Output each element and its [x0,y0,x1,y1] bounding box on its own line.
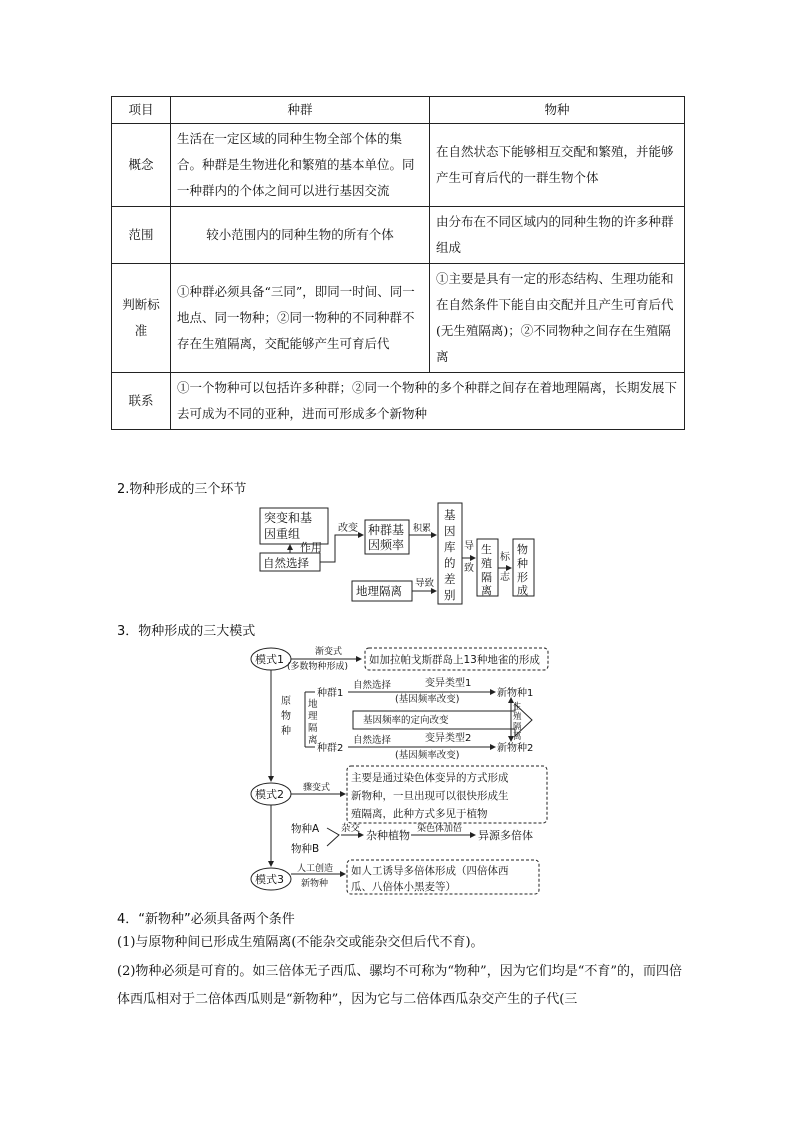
pool-char: 因 [444,524,456,538]
pool-char: 差 [444,572,456,586]
artificial-label: 人工创造 [297,864,334,874]
example2-line: 主要是通过染色体变异的方式形成 [351,772,509,784]
geo-char: 地 [308,699,318,710]
speciesA-label: 物种A [291,823,320,835]
mode3-label: 模式3 [255,873,284,886]
three-modes-diagram [245,642,555,896]
cross-label: 杂交 [341,823,361,834]
cell-species: 在自然状态下能够相互交配和繁殖，并能够产生可育后代的一群生物个体 [430,124,685,207]
comparison-table [111,96,685,430]
geo-label: 地理隔离 [356,584,402,598]
repro-char: 隔 [481,571,492,584]
repro-char: 隔 [513,722,522,732]
section3-title: 3．物种形成的三大模式 [117,624,256,639]
cell-species: ①主要是具有一定的形态结构、生理功能和在自然条件下能自由交配并且产生可育后代(无生殖隔离)；②不同物种之间存在生殖隔离 [430,264,685,373]
pop1-label: 种群1 [317,688,344,699]
newsp-label: 新物种 [301,879,329,889]
example1-text: 如加拉帕戈斯群岛上13种地雀的形成 [369,654,540,666]
example2-line: 殖隔离，此种方式多见于植物 [351,808,488,820]
repro-char: 离 [481,584,492,597]
row-label: 判断标准 [112,264,171,373]
natsel-label: 自然选择 [263,556,309,570]
allopolyploid-label: 异源多倍体 [478,829,533,842]
orig-char: 物 [281,711,291,722]
mark-char: 志 [500,572,510,583]
newsp1-label: 新物种1 [497,688,534,699]
repro-char: 生 [513,702,522,712]
mode2-label: 模式2 [255,788,284,801]
cell-population: 较小范围内的同种生物的所有个体 [171,207,430,264]
table-row [112,373,685,430]
row-label: 概念 [112,124,171,207]
mutation-label-2: 因重组 [264,527,301,541]
newsp2-label: 新物种2 [497,743,534,754]
mutation-label-1: 突变和基 [264,511,313,525]
section2-title: 2.物种形成的三个环节 [117,482,247,497]
pool-char: 的 [444,556,456,570]
section4-title: 4．“新物种”必须具备两个条件 [117,912,295,927]
row-label: 联系 [112,373,171,430]
accum-label: 积累 [413,524,432,534]
cell-population: ①种群必须具备“三同”，即同一时间、同一地点、同一物种；②同一物种的不同种群不存在生殖隔离，交配能够产生可育后代 [171,264,430,373]
geo-char: 离 [308,735,318,746]
table-row [112,207,685,264]
gradual-sub-label: (多数物种形成) [287,662,349,672]
condition-1: (1)与原物种间已形成生殖隔离(不能杂交或能杂交但后代不育)。 [117,935,484,950]
table-header-row [112,97,685,124]
condition-2: (2)物种必须是可育的。如三倍体无子西瓜、骡均不可称为“物种”，因为它们均是“不育”的，而四倍体西瓜相对于二倍体西瓜则是“新物种”，因为它与二倍体西瓜杂交产生的子代(三 [117,964,682,1007]
act-label: 作用 [300,541,322,554]
lead-char: 致 [464,563,474,574]
lead2-label: 导致 [415,578,435,589]
newsp-char: 形 [517,571,528,584]
pop2-label: 种群2 [317,743,344,754]
popfreq-label-1: 种群基 [368,523,405,537]
natsel2-label: 自然选择 [353,735,392,746]
newsp-char: 物 [517,543,528,556]
repro-char: 生 [481,543,492,556]
hybrid-label: 杂种植物 [366,829,410,842]
table-row [112,264,685,373]
dirchg-label: 基因频率的定向改变 [363,715,449,726]
table-row [112,124,685,207]
example2-line: 新物种，一旦出现可以很快形成生 [351,790,509,802]
freqchg1-label: (基因频率改变) [395,694,460,705]
natsel1-label: 自然选择 [353,680,392,691]
popfreq-label-2: 因频率 [368,538,405,552]
pool-char: 库 [444,540,456,554]
example3-line: 如人工诱导多倍体形成（四倍体西 [351,865,509,877]
orig-char: 原 [281,696,291,707]
sudden-label: 骤变式 [303,783,331,793]
cell-relation: ①一个物种可以包括许多种群；②同一个物种的多个种群之间存在着地理隔离，长期发展下去可成为不同的亚种，进而可形成多个新物种 [171,373,685,430]
header-item: 项目 [112,97,171,124]
example3-line: 瓜、八倍体小黑麦等） [351,881,456,893]
double-label: 染色体加倍 [417,824,463,834]
change-label: 改变 [338,523,358,534]
freqchg2-label: (基因频率改变) [395,750,460,761]
gradual-label: 渐变式 [315,647,343,657]
var1-label: 变异类型1 [425,678,472,689]
pool-char: 基 [444,508,456,522]
pool-char: 别 [444,588,456,602]
orig-char: 种 [281,726,291,737]
row-label: 范围 [112,207,171,264]
mode1-label: 模式1 [255,653,284,666]
three-links-diagram [255,498,555,606]
geo-char: 隔 [308,723,318,734]
speciesB-label: 物种B [291,843,320,855]
geo-char: 理 [308,711,318,722]
newsp-char: 成 [517,584,528,597]
header-population: 种群 [171,97,430,124]
repro-char: 殖 [481,557,492,570]
cell-population: 生活在一定区域的同种生物全部个体的集合。种群是生物进化和繁殖的基本单位。同一种群内的个体之间可以进行基因交流 [171,124,430,207]
header-species: 物种 [430,97,685,124]
newsp-char: 种 [517,557,528,570]
mark-char: 标 [500,552,510,563]
lead-char: 导 [464,541,474,552]
var2-label: 变异类型2 [425,733,472,744]
repro-char: 殖 [513,712,522,722]
repro-char: 离 [513,732,522,742]
cell-species: 由分布在不同区域内的同种生物的许多种群组成 [430,207,685,264]
